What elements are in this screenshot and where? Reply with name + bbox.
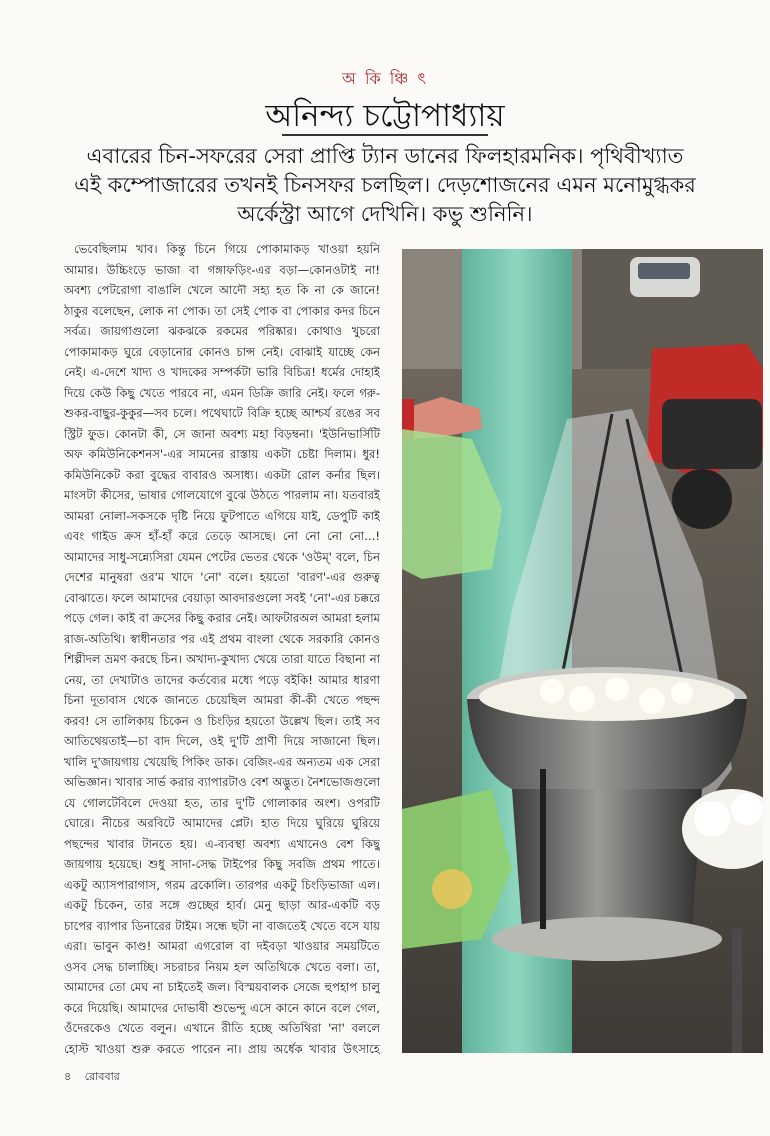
magazine-name: রোববার <box>84 1070 120 1083</box>
standfirst: এবারের চিন-সফরের সেরা প্রাপ্তি ট্যান ডানের ফিলহারমনিক। পৃথিবীখ্যাত এই কম্পোজারের তখনই চিনসফর চলছিল। দেড়শোজনের এমন মনোমুগ্ধকর অর্কেস্ট্রা আগে দেখিনি। কভু শুনিনি। <box>74 144 696 226</box>
article-body <box>64 239 380 1059</box>
title-rule <box>282 134 488 136</box>
author-name: অনিন্দ্য চট্টোপাধ্যায় <box>265 98 505 134</box>
column-title: অ কি ঞ্চি ৎ <box>342 69 428 88</box>
article-paragraph: ভেবেছিলাম খাব। কিন্তু চিনে গিয়ে পোকামাকড় খাওয়া হয়নি আমার। উচ্চিংড়ে ভাজা বা গঙ্গাফড়িং-এর বড়া—কোনওটাই না! অবশ্য পেটরোগা বাঙালি খেলে আদৌ সহ্য হত কি না কে জানে! ঠাকুর বলেছেন, লোক না পোক। তা সেই পোক বা পোকার কদর চিনে সর্বত্র। জায়গাগুলো ঝকঝকে রকমের পরিষ্কার। কোথাও খুচরো পোকামাকড় ঘুরে বেড়ানোর কোনও চান্স নেই। বোঝাই যাচ্ছে কেন নেই। এ-দেশে খাদ্য ও খাদকের সম্পর্কটা ভারি বিচিত্র! ধর্মের দোহাই দিয়ে কেউ কিছু খেতে পারবে না, এমন ডিক্রি জারি নেই। ফলে গরু-শুকর-বাছুর-কুকুর—সব চলে। পথেঘাটে বিক্রি হচ্ছে আশ্চর্য রঙের সব স্ট্রিট ফুড। কোনটা কী, সে জানা অবশ্য মহা বিড়ম্বনা। 'ইউনিভার্সিটি অফ কমিউনিকেশনস'-এর সামনের রাস্তায় একটা চেষ্টা দিলাম। ধুর! কমিউনিকেট করা বুদ্ধের বাবারও অসাধ্য। একটা রোল কর্নার ছিল। মাংসটা কীসের, ভাষার গোলযোগে বুঝে উঠতে পারলাম না। যতবারই আমরা নোলা-সকসকে দৃষ্টি নিয়ে ফুটপাতে এগিয়ে যাই, ডেপুটি কাই এবং গাইড ক্রস হাঁ-হাঁ করে তেড়ে আসছে। নো নো নো নো...! আমাদের সাধু-সন্ন্যেসিরা যেমন পেটের ভেতর থেকে 'ওউম্' বলে, চিন দেশের মানুষরা ওর'ম খাদে 'নো' বলে। হয়তো 'বারণ'-এর গুরুত্ব বোঝাতে। ফলে আমাদের বেয়াড়া আবদারগুলো সবই 'নো'-এর চক্করে পড়ে গেল। কাই বা ক্রসের কিছু করার নেই। আফটারঅল আমরা হলাম রাজ-অতিথি। স্বাধীনতার পর এই প্রথম বাংলা থেকে সরকারি কোনও শিল্পীদল ভ্রমণ করছে চিন। অখাদ্য-কুখাদ্য খেয়ে তারা যাতে বিছানা না নেয়, তা দেখাটাও তাদের কর্তব্যের মধ্যে পড়ে বইকি! আমার ধারণা চিনা দূতাবাস থেকে জানতে চেয়েছিল আমরা কী-কী খেতে পছন্দ করব! সে তালিকায় চিকেন ও চিংড়ির হয়তো উল্লেখ ছিল। তাই সব আতিথেয়তাই—চা বাদ দিলে, ওই দু'টি প্রাণী দিয়ে সাজানো ছিল। খালি দু'জায়গায় খেয়েছি পিকিং ডাক। বেজিং-এর অন্যতম এক সেরা অভিজ্ঞান। খাবার সার্ভ করার ব্যাপারটাও বেশ অদ্ভুত। নৈশভোজগুলো যে গোলটেবিলে দেওয়া হত, তার দু'টি গোলাকার অংশ। ওপরটি ঘোরে। নীচের অরবিটে আমাদের প্লেট। হাত দিয়ে ঘুরিয়ে ঘুরিয়ে পছন্দের খাবার টানতে হয়। এ-ব্যবস্থা অবশ্য এখানেও বেশ কিছু জায়গায় হয়েছে। শুধু সাদা-সেদ্ধ টাইপের কিছু সবজি প্রথম পাতে। একটু অ্যাসপারাগাস, গরম ব্রকোলি। তারপর একটু চিংড়িভাজা এল। একটু চিকেন, তার সঙ্গে গুচ্ছের হার্ব। মেনু ছাড়া আর-একটি বড় চাপের ব্যাপার ডিনারের টাইম। সন্ধে ছটা না বাজতেই খেতে বসে যায় এরা। ভাবুন কাণ্ড! আমরা এগরোল বা দইবড়া খাওয়ার সময়টিতে ওসব সেদ্ধ চালাচ্ছি। সচরাচর নিয়ম হল অতিথিকে খেতে বলা। তা, আমাদের তো মেঘ না চাইতেই জল। বিস্ময়বালক সেজে হুপহাপ চালু করে দিয়েছি। আমাদের দোভাষী শুভেন্দু এসে কানে কানে বলে গেল, ওঁদেরকেও খেতে বলুন। এখানে রীতি হচ্ছে অতিথিরা 'না' বললে হোস্ট খাওয়া শুরু করতে পারেন না। প্রায় অর্ধেক খাবার উৎসাহে <box>64 242 380 1056</box>
page-number: ৪ <box>64 1070 72 1083</box>
page-footer <box>64 1068 130 1087</box>
street-food-photo <box>402 249 763 1053</box>
